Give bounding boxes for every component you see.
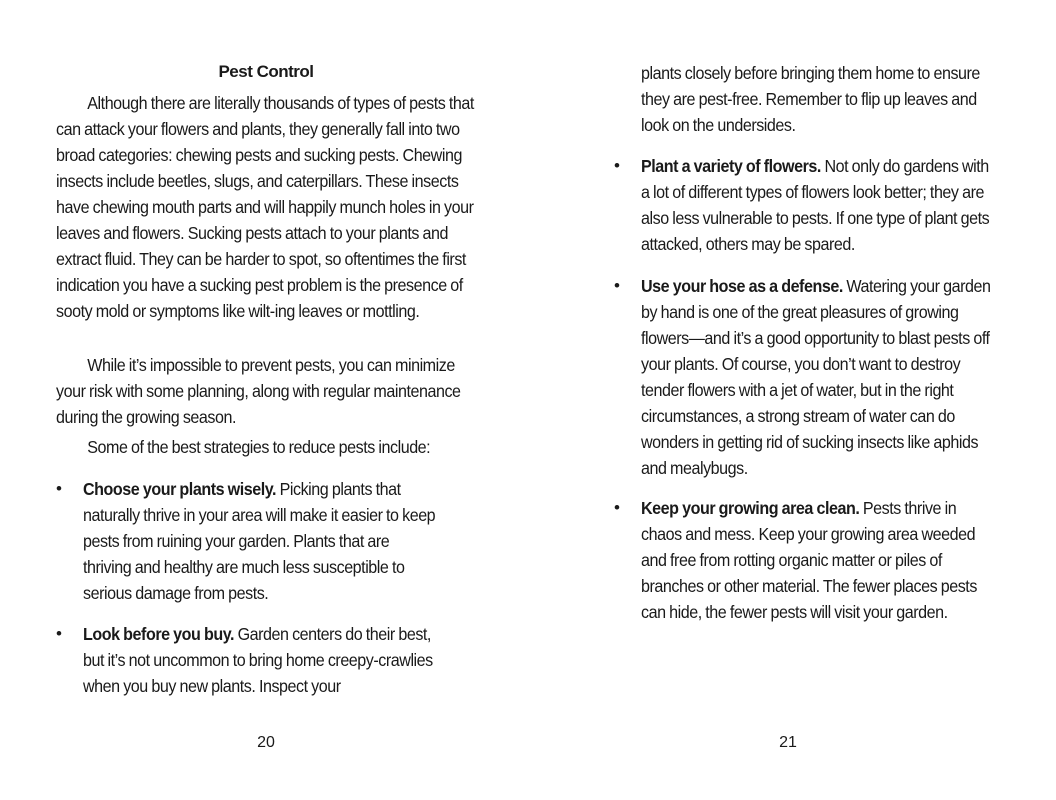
bullet-body: Picking plants that naturally thrive in your area will make it easier to keep pests from ruining your garden. Plants that are thriving and healthy are much less susceptible to serious damage from pests.	[83, 479, 436, 603]
bullet-lead: Plant a variety of flowers.	[641, 156, 821, 176]
bullet-dot: •	[614, 498, 620, 517]
right-page	[614, 0, 1004, 800]
bullet-lead: Choose your plants wisely.	[83, 479, 277, 499]
bullet-lead: Look before you buy.	[83, 624, 235, 644]
bullet-text	[641, 153, 995, 257]
paragraph-3	[56, 434, 476, 460]
bullet-text	[641, 495, 995, 625]
bullet-body: Not only do gardens with a lot of different types of flowers look better; they are also less vulnerable to pests. If one type of plant gets attacked, others may be spared.	[641, 156, 990, 254]
bullet-lead: Keep your growing area clean.	[641, 498, 860, 518]
paragraph-2-text: While it’s impossible to prevent pests, you can minimize your risk with some planning, along with regular maintenance during the growing season.	[56, 355, 461, 427]
bullet-text	[641, 273, 995, 481]
bullet-dot: •	[56, 479, 62, 498]
section-heading: Pest Control	[218, 62, 314, 81]
page-number: 21	[779, 734, 797, 751]
paragraph-2	[56, 352, 476, 430]
bullet-body: Pests thrive in chaos and mess. Keep your growing area weeded and free from rotting organic matter or piles of branches or other material. The fewer places pests can hide, the fewer pests will visit your garden.	[641, 498, 977, 622]
paragraph-3-text: Some of the best strategies to reduce pests include:	[87, 437, 431, 457]
page-number: 20	[257, 734, 275, 751]
bullet-text	[83, 621, 437, 699]
paragraph-1-text: Although there are literally thousands of types of pests that can attack your flowers and plants, they generally fall into two broad categories: chewing pests and sucking pests. Chewing insects include beetles, slugs, and caterpillars. These insects have chewing mouth parts and will happily munch holes in your leaves and flowers. Sucking pests attach to your plants and extract fluid. They can be harder to spot, so oftentimes the first indication you have a sucking pest problem is the presence of sooty mold or symptoms like wilt-ing leaves or mottling.	[56, 93, 474, 321]
left-page	[56, 0, 476, 800]
bullet-text	[83, 476, 437, 606]
continued-bullet-text: plants closely before bringing them home to ensure they are pest-free. Remember to flip up leaves and look on the undersides.	[641, 63, 980, 135]
bullet-body: Garden centers do their best, but it’s not uncommon to bring home creepy-crawlies when you buy new plants. Inspect your	[83, 624, 433, 696]
bullet-dot: •	[614, 156, 620, 175]
bullet-lead: Use your hose as a defense.	[641, 276, 843, 296]
paragraph-1	[56, 90, 476, 324]
bullet-body: Watering your garden by hand is one of the great pleasures of growing flowers—and it’s a good opportunity to blast pests off your plants. Of course, you don’t want to destroy tender flowers with a jet of water, but in the right circumstances, a strong stream of water can do wonders in getting rid of sucking insects like aphids and mealybugs.	[641, 276, 991, 478]
bullet-dot: •	[56, 624, 62, 643]
bullet-dot: •	[614, 276, 620, 295]
